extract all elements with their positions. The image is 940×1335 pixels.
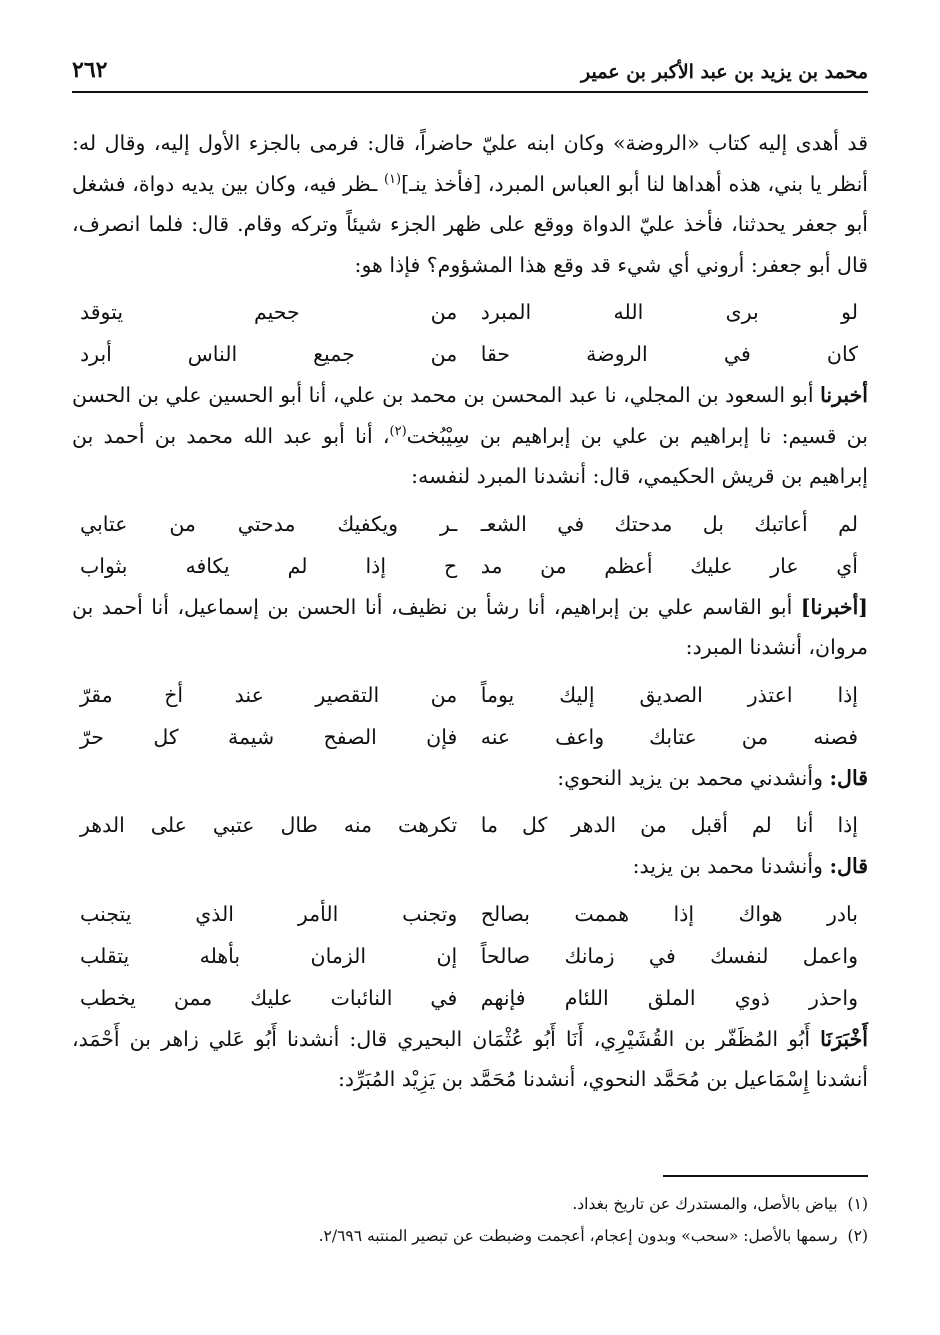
- page-header: [72, 55, 868, 93]
- paragraph-6: [72, 1019, 868, 1100]
- verse-first-hemistich: بادر هواك إذا هممت بصالح: [480, 901, 858, 926]
- paragraph-3-text: أبو القاسم علي بن إبراهيم، أنا رشأ بن نظيف، أنا الحسن بن إسماعيل، أنا أحمد بن مروان، أنشدنا المبرد:: [72, 594, 868, 659]
- paragraph-4-lead: قال:: [829, 765, 868, 790]
- verse-second-hemistich: في النائبات عليك ممن يخطب: [80, 985, 458, 1010]
- footnote-divider: [663, 1175, 868, 1177]
- paragraph-6-text: أَبُو المُظَفّر بن القُشَيْرِي، أَنَا أَبُو عُثْمَان البحيري قال: أنشدنا أَبُو عَلي زاهر بن أَحْمَد، أنشدنا إِسْمَاعيل بن مُحَمَّد النحوي، أنشدنا مُحَمَّد بن يَزِيْد المُبَرِّد:: [72, 1026, 868, 1091]
- verse-first-hemistich: واحذر ذوي الملق اللئام فإنهم: [480, 985, 858, 1010]
- paragraph-5-text: وأنشدنا محمد بن يزيد:: [632, 854, 830, 878]
- verse-line: [72, 503, 868, 545]
- verse-first-hemistich: أي عار عليك أعظم من مد: [480, 553, 858, 578]
- paragraph-5: [72, 846, 868, 887]
- footnote: [72, 1188, 868, 1220]
- verse-second-hemistich: تكرهت منه طال عتبي على الدهر: [80, 813, 458, 837]
- verse-second-hemistich: من جميع الناس أبرد: [80, 342, 458, 366]
- verse-line: [72, 716, 868, 758]
- footnote: [72, 1220, 868, 1252]
- paragraph-1-tail: ـظر فيه، وكان بين يديه دواة، فشغل أبو جعفر يحدثنا، فأخذ عليّ الدواة ووقع على ظهر الجزء شيئاً وتركه وقام. قال: فلما انصرف، قال أبو جعفر: أروني أي شيء قد وقع هذا المشؤوم؟ فإذا هو:: [72, 171, 868, 277]
- verse-line: [72, 291, 868, 333]
- page-number: ٢٦٢: [72, 57, 108, 83]
- verse-line: [72, 893, 868, 935]
- paragraph-2-text: أبو السعود بن المجلي، نا عبد المحسن بن محمد بن علي، أنا أبو الحسين علي بن الحسن بن قسيم: نا إبراهيم بن علي بن إبراهيم بن سِيْبُخت: [72, 383, 868, 448]
- paragraph-4-text: وأنشدني محمد بن يزيد النحوي:: [557, 765, 830, 790]
- verse-line: [72, 977, 868, 1019]
- footnote-text: رسمها بالأصل: «سحب» وبدون إعجام، أعجمت وضبطت عن تبصير المنتبه ٢/٦٩٦.: [318, 1227, 838, 1245]
- verse-second-hemistich: إن الزمان بأهله يتقلب: [80, 943, 458, 968]
- paragraph-6-lead: أَخْبَرَنَا: [820, 1026, 868, 1051]
- body-text: [72, 123, 868, 1100]
- running-title: محمد بن يزيد بن عبد الأكبر بن عمير: [581, 61, 868, 83]
- verse-second-hemistich: ـر ويكفيك مدحتي من عتابي: [80, 511, 458, 536]
- paragraph-5-lead: قال:: [829, 854, 868, 878]
- verse-first-hemistich: إذا أنا لم أقبل من الدهر كل ما: [480, 813, 858, 837]
- verse-line: [72, 333, 868, 375]
- verse-second-hemistich: ح إذا لم يكافه بثواب: [80, 553, 458, 578]
- paragraph-1: [72, 123, 868, 285]
- paragraph-2-tail: ، أنا أبو عبد الله محمد بن أحمد بن إبراهيم بن قريش الحكيمي، قال: أنشدنا المبرد لنفسه:: [72, 423, 868, 488]
- paragraph-3-lead: [أخبرنا]: [800, 594, 868, 619]
- verse-second-hemistich: من جحيم يتوقد: [80, 300, 458, 324]
- verse-first-hemistich: كان في الروضة حقا: [480, 342, 858, 366]
- paragraph-2: [72, 375, 868, 497]
- page: [72, 55, 868, 1100]
- footnote-ref-2: (٢): [389, 423, 407, 439]
- verse-second-hemistich: فإن الصفح شيمة كل حرّ: [80, 724, 458, 749]
- footnotes: [72, 1188, 868, 1252]
- verse-line: [72, 804, 868, 846]
- paragraph-2-lead: أخبرنا: [820, 383, 868, 407]
- footnote-ref-1: (١): [383, 171, 402, 187]
- verse-second-hemistich: وتجنب الأمر الذي يتجنب: [80, 901, 458, 926]
- verse-first-hemistich: واعمل لنفسك في زمانك صالحاً: [480, 943, 858, 968]
- verse-first-hemistich: لم أعاتبك بل مدحتك في الشعـ: [480, 511, 858, 536]
- footnote-number: (٢): [847, 1227, 868, 1245]
- paragraph-4: [72, 758, 868, 799]
- footnote-number: (١): [847, 1195, 868, 1213]
- footnote-text: بياض بالأصل، والمستدرك عن تاريخ بغداد.: [572, 1195, 838, 1213]
- verse-first-hemistich: لو برى الله المبرد: [480, 300, 858, 324]
- verse-line: [72, 545, 868, 587]
- verse-line: [72, 674, 868, 716]
- verse-line: [72, 935, 868, 977]
- paragraph-1-text: قد أهدى إليه كتاب «الروضة» وكان ابنه عليّ حاضراً، قال: فرمى بالجزء الأول إليه، وقال له: أنظر يا بني، هذه أهداها لنا أبو العباس المبرد، [فأخذ ينـ]: [72, 131, 868, 196]
- verse-first-hemistich: إذا اعتذر الصديق إليك يوماً: [480, 682, 858, 707]
- verse-first-hemistich: فصنه من عتابك واعف عنه: [480, 724, 858, 749]
- verse-second-hemistich: من التقصير عند أخ مقرّ: [80, 682, 458, 707]
- paragraph-3: [72, 587, 868, 668]
